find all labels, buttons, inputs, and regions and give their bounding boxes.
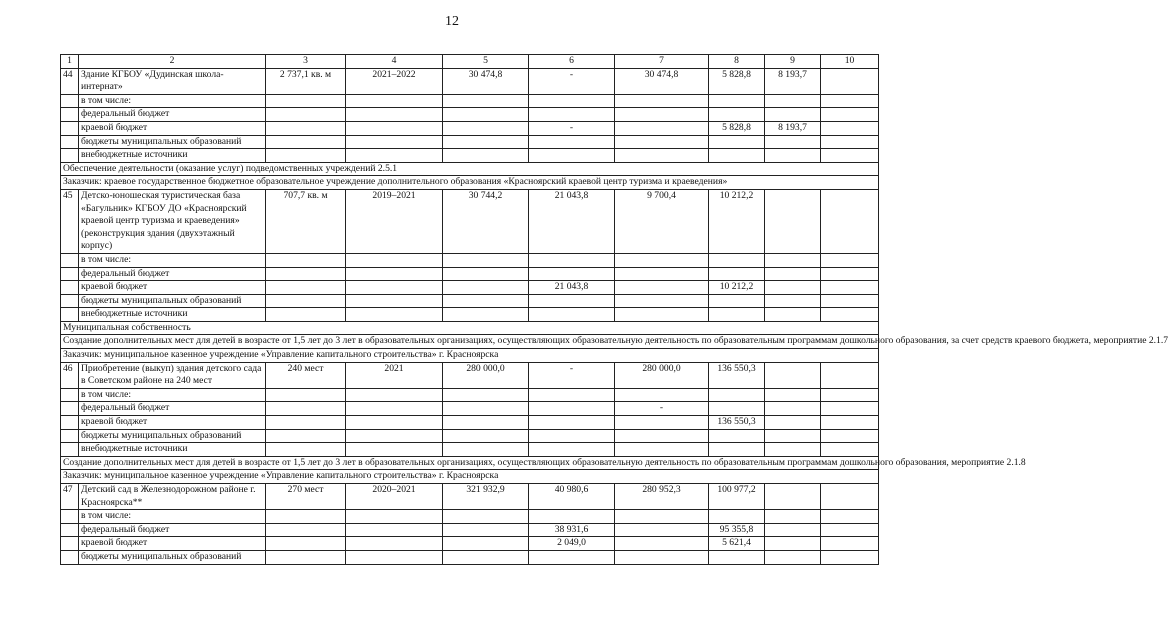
sub-label: внебюджетные источники bbox=[79, 308, 266, 322]
row-number: 45 bbox=[61, 189, 79, 253]
period-cell: 2019–2021 bbox=[346, 189, 443, 253]
value-cell: 136 550,3 bbox=[709, 416, 765, 430]
table-row bbox=[61, 121, 879, 135]
sub-label: краевой бюджет bbox=[79, 121, 266, 135]
page-number: 12 bbox=[445, 14, 459, 29]
header-cell: 1 bbox=[61, 55, 79, 69]
section-row bbox=[61, 335, 879, 349]
sub-label: краевой бюджет bbox=[79, 537, 266, 551]
value-cell: - bbox=[529, 68, 615, 94]
value-cell: 30 474,8 bbox=[615, 68, 709, 94]
table-row bbox=[61, 523, 879, 537]
sub-label: краевой бюджет bbox=[79, 281, 266, 295]
value-cell: 5 828,8 bbox=[709, 68, 765, 94]
table-row bbox=[61, 429, 879, 443]
header-row bbox=[61, 55, 879, 69]
value-cell: 5 621,4 bbox=[709, 537, 765, 551]
section-row bbox=[61, 456, 879, 470]
table-row bbox=[61, 253, 879, 267]
table-row bbox=[61, 68, 879, 94]
section-row bbox=[61, 349, 879, 363]
value-cell: 95 355,8 bbox=[709, 523, 765, 537]
value-cell: 38 931,6 bbox=[529, 523, 615, 537]
section-row bbox=[61, 176, 879, 190]
sub-label: внебюджетные источники bbox=[79, 443, 266, 457]
sub-label: в том числе: bbox=[79, 94, 266, 108]
value-cell: - bbox=[529, 121, 615, 135]
customer-title: Заказчик: муниципальное казенное учреждение «Управление капитального строительства» г. Красноярска bbox=[61, 470, 879, 484]
value-cell: 8 193,7 bbox=[765, 121, 821, 135]
budget-table bbox=[60, 54, 1168, 565]
sub-label: федеральный бюджет bbox=[79, 402, 266, 416]
table-row bbox=[61, 402, 879, 416]
table-row bbox=[61, 308, 879, 322]
section-row bbox=[61, 321, 879, 335]
sub-label: бюджеты муниципальных образований bbox=[79, 429, 266, 443]
value-cell: - bbox=[615, 402, 709, 416]
table-row bbox=[61, 281, 879, 295]
header-cell: 5 bbox=[443, 55, 529, 69]
sub-label: федеральный бюджет bbox=[79, 108, 266, 122]
customer-title: Заказчик: краевое государственное бюджетное образовательное учреждение дополнительного образования «Красноярский краевой центр туризма и краеведения» bbox=[61, 176, 879, 190]
section-title: Муниципальная собственность bbox=[61, 321, 879, 335]
value-cell: 100 977,2 bbox=[709, 484, 765, 510]
row-number: 46 bbox=[61, 362, 79, 388]
value-cell: 2 049,0 bbox=[529, 537, 615, 551]
capacity-cell: 270 мест bbox=[266, 484, 346, 510]
value-cell: 21 043,8 bbox=[529, 281, 615, 295]
capacity-cell: 707,7 кв. м bbox=[266, 189, 346, 253]
total-cell: 30 744,2 bbox=[443, 189, 529, 253]
table-row bbox=[61, 484, 879, 510]
period-cell: 2021 bbox=[346, 362, 443, 388]
sub-label: внебюджетные источники bbox=[79, 149, 266, 163]
total-cell: 30 474,8 bbox=[443, 68, 529, 94]
object-name: Детско-юношеская туристическая база «Багульник» КГБОУ ДО «Красноярский краевой центр туризма и краеведения» (реконструкция здания (двухэтажный корпус) bbox=[79, 189, 266, 253]
object-name: Детский сад в Железнодорожном районе г. Красноярска** bbox=[79, 484, 266, 510]
table-row bbox=[61, 510, 879, 524]
period-cell: 2020–2021 bbox=[346, 484, 443, 510]
value-cell: 40 980,6 bbox=[529, 484, 615, 510]
header-cell: 10 bbox=[821, 55, 879, 69]
value-cell: 21 043,8 bbox=[529, 189, 615, 253]
total-cell: 280 000,0 bbox=[443, 362, 529, 388]
value-cell: - bbox=[529, 362, 615, 388]
header-cell: 2 bbox=[79, 55, 266, 69]
table-row bbox=[61, 416, 879, 430]
total-cell: 321 932,9 bbox=[443, 484, 529, 510]
value-cell: 280 952,3 bbox=[615, 484, 709, 510]
customer-title: Заказчик: муниципальное казенное учреждение «Управление капитального строительства» г. Красноярска bbox=[61, 349, 879, 363]
header-cell: 3 bbox=[266, 55, 346, 69]
sub-label: в том числе: bbox=[79, 510, 266, 524]
header-cell: 8 bbox=[709, 55, 765, 69]
table-row bbox=[61, 388, 879, 402]
value-cell bbox=[821, 68, 879, 94]
object-name: Приобретение (выкуп) здания детского сада в Советском районе на 240 мест bbox=[79, 362, 266, 388]
sub-label: бюджеты муниципальных образований bbox=[79, 135, 266, 149]
table-row bbox=[61, 443, 879, 457]
header-cell: 9 bbox=[765, 55, 821, 69]
header-cell: 7 bbox=[615, 55, 709, 69]
period-cell: 2021–2022 bbox=[346, 68, 443, 94]
sub-label: бюджеты муниципальных образований bbox=[79, 550, 266, 564]
value-cell: 5 828,8 bbox=[709, 121, 765, 135]
sub-label: бюджеты муниципальных образований bbox=[79, 294, 266, 308]
table-row bbox=[61, 362, 879, 388]
table-row bbox=[61, 537, 879, 551]
sub-label: в том числе: bbox=[79, 388, 266, 402]
object-name: Здание КГБОУ «Дудинская школа-интернат» bbox=[79, 68, 266, 94]
table-row bbox=[61, 149, 879, 163]
header-cell: 4 bbox=[346, 55, 443, 69]
value-cell: 8 193,7 bbox=[765, 68, 821, 94]
sub-label: федеральный бюджет bbox=[79, 267, 266, 281]
section-title: Обеспечение деятельности (оказание услуг) подведомственных учреждений 2.5.1 bbox=[61, 162, 879, 176]
table-row bbox=[61, 189, 879, 253]
table-row bbox=[61, 294, 879, 308]
value-cell: 9 700,4 bbox=[615, 189, 709, 253]
sub-label: федеральный бюджет bbox=[79, 523, 266, 537]
sub-label: краевой бюджет bbox=[79, 416, 266, 430]
value-cell: 136 550,3 bbox=[709, 362, 765, 388]
capacity-cell: 240 мест bbox=[266, 362, 346, 388]
value-cell: 10 212,2 bbox=[709, 189, 765, 253]
section-title: Создание дополнительных мест для детей в возрасте от 1,5 лет до 3 лет в образовательных организациях, осуществляющих образовательную деятельность по образовательным программам дошкольного образования, мероприятие 2.1.8 bbox=[61, 456, 879, 470]
capacity-cell: 2 737,1 кв. м bbox=[266, 68, 346, 94]
value-cell: 280 000,0 bbox=[615, 362, 709, 388]
table-row bbox=[61, 108, 879, 122]
table-row bbox=[61, 550, 879, 564]
table-row bbox=[61, 267, 879, 281]
section-title: Создание дополнительных мест для детей в возрасте от 1,5 лет до 3 лет в образовательных организациях, осуществляющих образовательную деятельность по образовательным программам дошкольного образования, за счет средств краевого бюджета, мероприятие 2.1.7 bbox=[61, 335, 879, 349]
row-number: 47 bbox=[61, 484, 79, 510]
sub-label: в том числе: bbox=[79, 253, 266, 267]
table-row bbox=[61, 94, 879, 108]
row-number: 44 bbox=[61, 68, 79, 94]
table-row bbox=[61, 135, 879, 149]
header-cell: 6 bbox=[529, 55, 615, 69]
section-row bbox=[61, 162, 879, 176]
value-cell: 10 212,2 bbox=[709, 281, 765, 295]
section-row bbox=[61, 470, 879, 484]
